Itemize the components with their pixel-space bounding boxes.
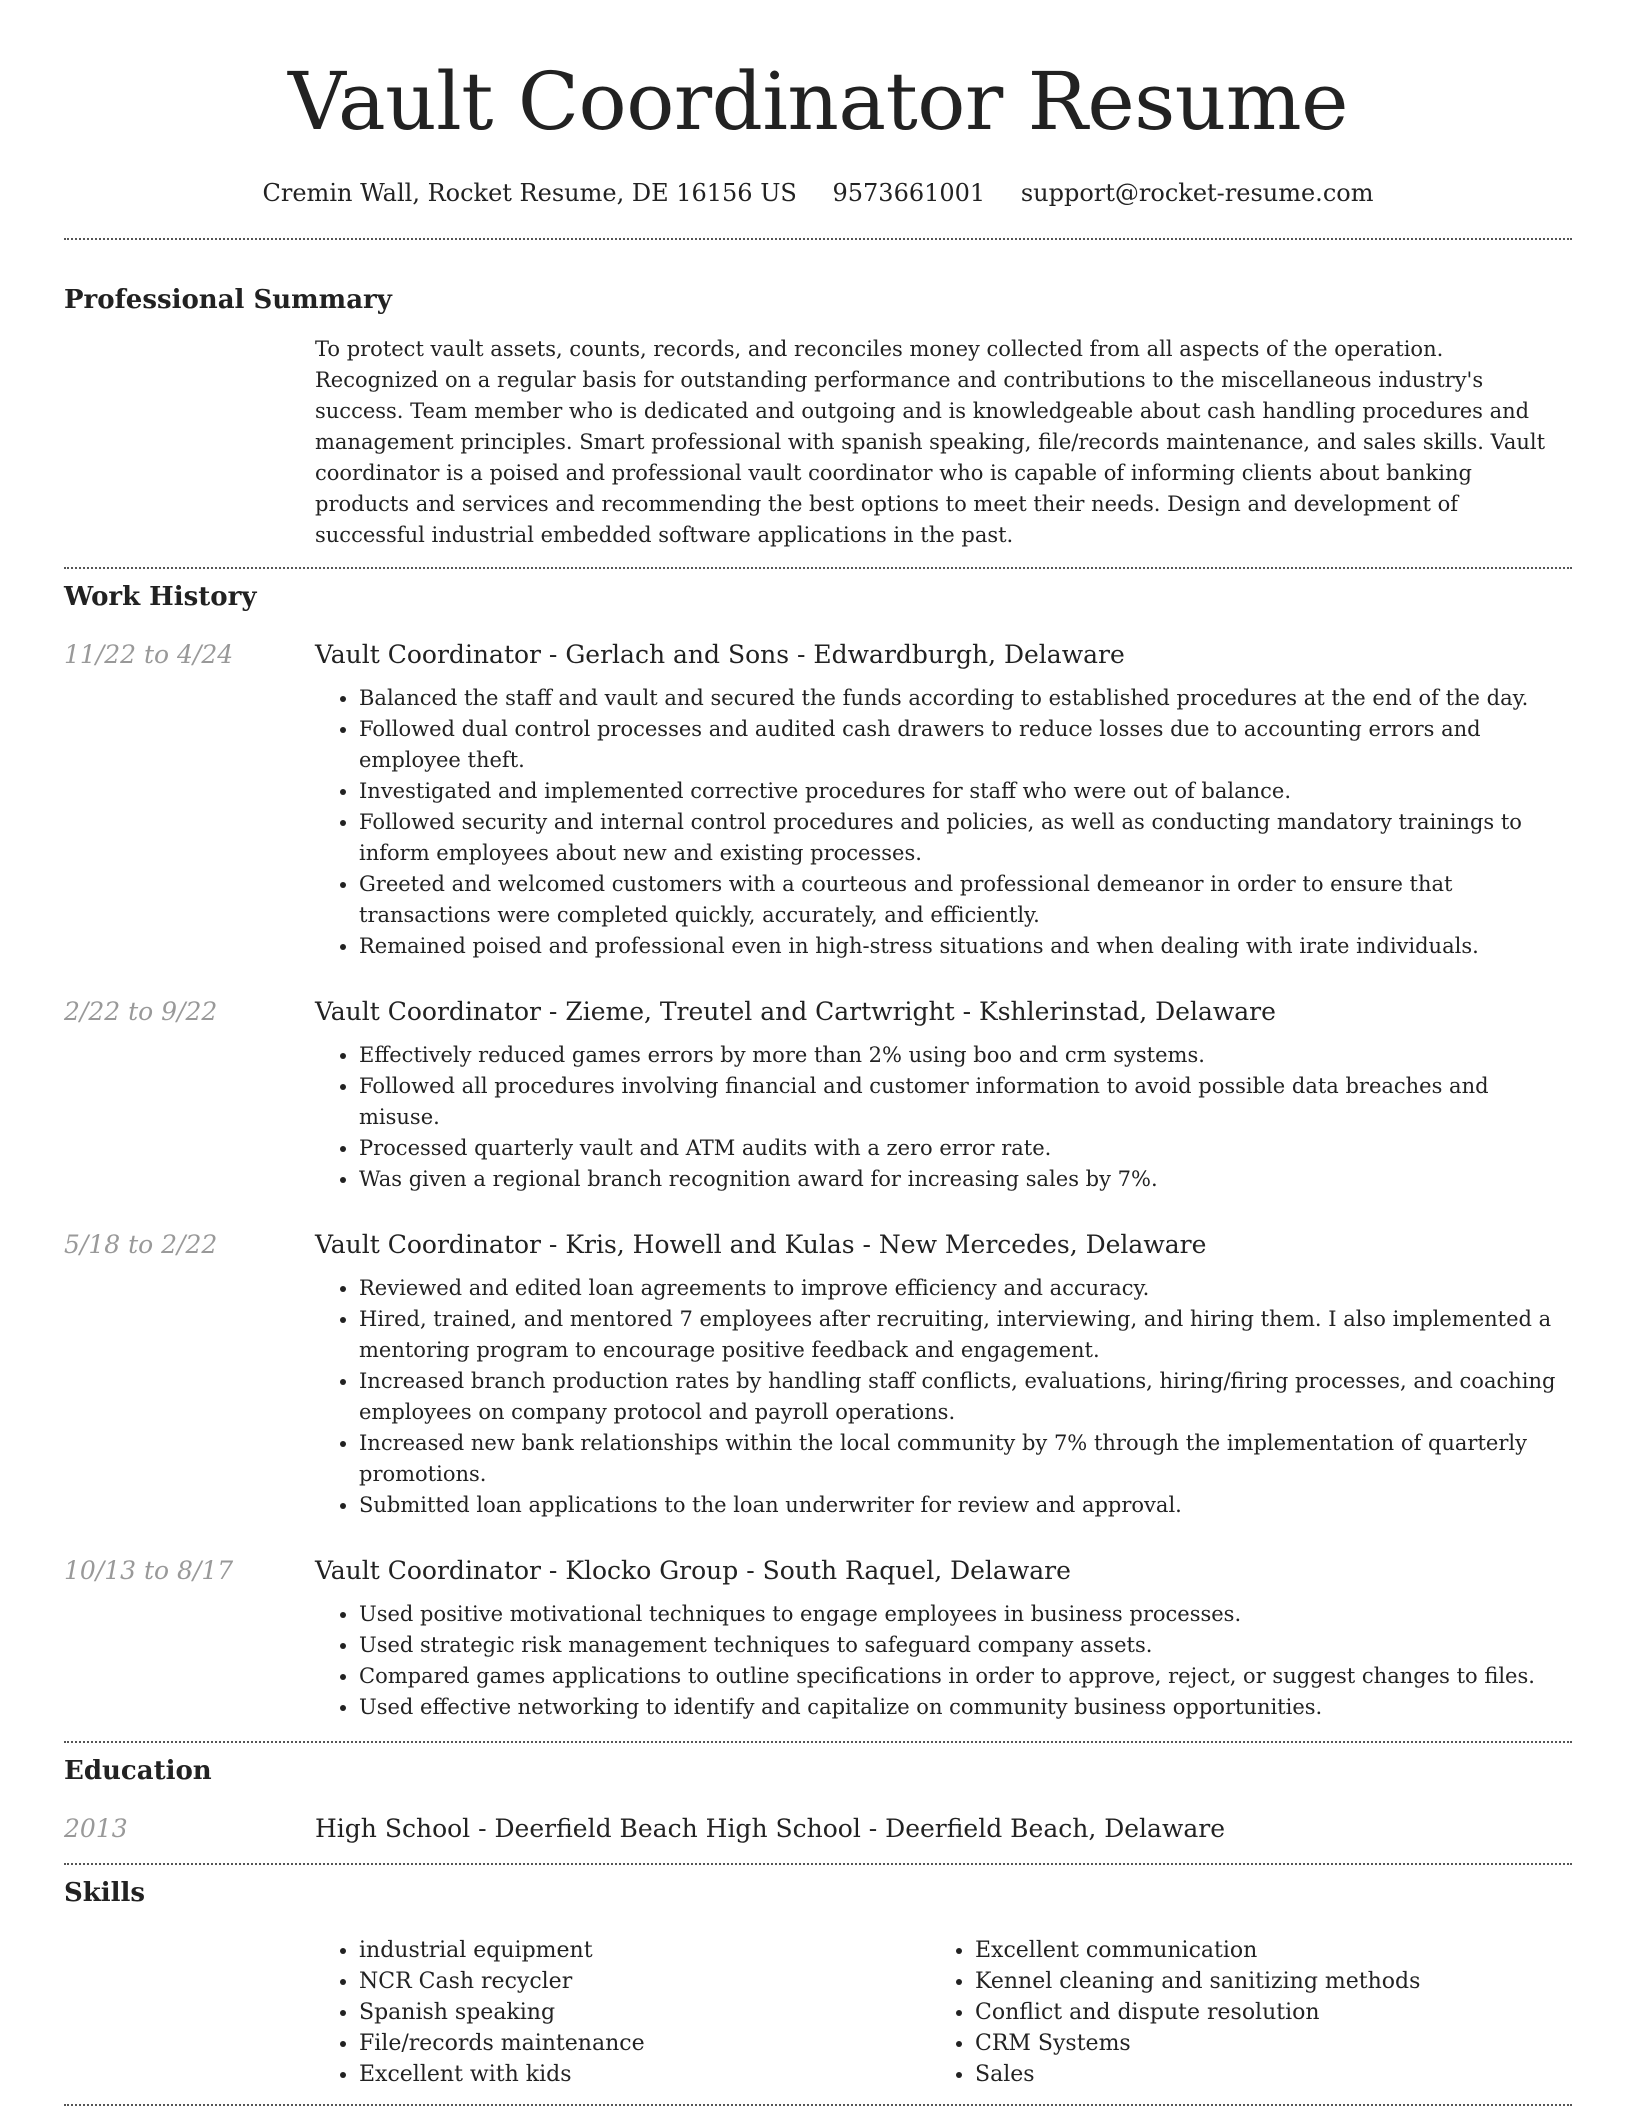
resume-page	[64, 0, 1572, 2106]
list-item: • Processed quarterly vault and ATM audits with a zero error rate.	[359, 1133, 1572, 1164]
job-entry	[64, 639, 1572, 962]
list-item: • Balanced the staff and vault and secured the funds according to established procedures at the end of the day.	[359, 683, 1572, 714]
list-item: • Increased branch production rates by handling staff conflicts, evaluations, hiring/firing processes, and coaching employees on company protocol and payroll operations.	[359, 1366, 1572, 1428]
list-item: • Remained poised and professional even in high-stress situations and when dealing with irate individuals.	[359, 931, 1572, 962]
summary-divider	[64, 567, 1572, 569]
list-item: • Submitted loan applications to the loan underwriter for review and approval.	[359, 1490, 1572, 1521]
education-section	[64, 1755, 1572, 1845]
list-item: • Followed all procedures involving financial and customer information to avoid possible data breaches and misuse.	[359, 1071, 1572, 1133]
job-title: Vault Coordinator - Zieme, Treutel and Cartwright - Kshlerinstad, Delaware	[315, 997, 1276, 1026]
education-year: 2013	[64, 1814, 128, 1843]
contact-phone: 9573661001	[832, 179, 986, 207]
skills-column-left	[315, 1935, 931, 2090]
list-item: • Followed security and internal control procedures and policies, as well as conducting mandatory trainings to inform employees about new and existing processes.	[359, 807, 1572, 869]
job-title: Vault Coordinator - Kris, Howell and Kulas - New Mercedes, Delaware	[315, 1230, 1207, 1259]
skills-section	[64, 1877, 1572, 2090]
list-item: • Hired, trained, and mentored 7 employees after recruiting, interviewing, and hiring them. I also implemented a mentoring program to encourage positive feedback and engagement.	[359, 1304, 1572, 1366]
list-item: • Excellent communication	[975, 1935, 1547, 1966]
job-bullets	[315, 1040, 1572, 1195]
job-entry	[64, 996, 1572, 1195]
list-item: • Excellent with kids	[359, 2059, 931, 2090]
list-item: • Used effective networking to identify and capitalize on community business opportunities.	[359, 1692, 1572, 1723]
resume-title: Vault Coordinator Resume	[288, 55, 1348, 148]
job-bullets	[315, 1273, 1572, 1521]
list-item: • Reviewed and edited loan agreements to improve efficiency and accuracy.	[359, 1273, 1572, 1304]
list-item: • Conflict and dispute resolution	[975, 1997, 1547, 2028]
summary-section	[64, 284, 1572, 551]
list-item: • Used strategic risk management techniques to safeguard company assets.	[359, 1630, 1572, 1661]
list-item: • Increased new bank relationships within the local community by 7% through the implementation of quarterly promotions.	[359, 1428, 1572, 1490]
list-item: • industrial equipment	[359, 1935, 931, 1966]
work-divider	[64, 1741, 1572, 1743]
contact-line	[64, 178, 1572, 208]
skills-column-right	[931, 1935, 1547, 2090]
job-entry	[64, 1555, 1572, 1723]
skills-heading: Skills	[64, 1878, 146, 1908]
list-item: • Effectively reduced games errors by more than 2% using boo and crm systems.	[359, 1040, 1572, 1071]
job-dates: 11/22 to 4/24	[64, 640, 234, 669]
list-item: • Sales	[975, 2059, 1547, 2090]
contact-address: Cremin Wall, Rocket Resume, DE 16156 US	[262, 179, 797, 207]
summary-heading: Professional Summary	[64, 285, 392, 315]
summary-text: To protect vault assets, counts, records, and reconciles money collected from all aspects of the operation. Recognized on a regular basis for outstanding performance and contributions to the miscellaneous industry's success. Team member who is dedicated and outgoing and is knowledgeable about cash handling procedures and management principles. Smart professional with spanish speaking, file/records maintenance, and sales skills. Vault coordinator is a poised and professional vault coordinator who is capable of informing clients about banking products and services and recommending the best options to meet their needs. Design and development of successful industrial embedded software applications in the past.	[315, 337, 1546, 547]
job-dates: 10/13 to 8/17	[64, 1556, 234, 1585]
job-dates: 2/22 to 9/22	[64, 997, 218, 1026]
education-heading: Education	[64, 1756, 212, 1786]
header-divider	[64, 238, 1572, 240]
contact-email: support@rocket-resume.com	[1020, 179, 1374, 207]
job-dates: 5/18 to 2/22	[64, 1230, 218, 1259]
job-bullets	[315, 1599, 1572, 1723]
education-divider	[64, 1863, 1572, 1865]
job-title: Vault Coordinator - Gerlach and Sons - Edwardburgh, Delaware	[315, 640, 1125, 669]
list-item: • NCR Cash recycler	[359, 1966, 931, 1997]
list-item: • Investigated and implemented corrective procedures for staff who were out of balance.	[359, 776, 1572, 807]
list-item: • Greeted and welcomed customers with a courteous and professional demeanor in order to ensure that transactions were completed quickly, accurately, and efficiently.	[359, 869, 1572, 931]
job-entry	[64, 1229, 1572, 1521]
work-history-section	[64, 581, 1572, 1723]
job-title: Vault Coordinator - Klocko Group - South Raquel, Delaware	[315, 1556, 1071, 1585]
list-item: • CRM Systems	[975, 2028, 1547, 2059]
list-item: • File/records maintenance	[359, 2028, 931, 2059]
list-item: • Compared games applications to outline specifications in order to approve, reject, or suggest changes to files.	[359, 1661, 1572, 1692]
list-item: • Kennel cleaning and sanitizing methods	[975, 1966, 1547, 1997]
list-item: • Followed dual control processes and audited cash drawers to reduce losses due to accounting errors and employee theft.	[359, 714, 1572, 776]
job-bullets	[315, 683, 1572, 962]
skills-divider	[64, 2104, 1572, 2106]
work-history-heading: Work History	[64, 582, 257, 612]
list-item: • Spanish speaking	[359, 1997, 931, 2028]
list-item: • Used positive motivational techniques to engage employees in business processes.	[359, 1599, 1572, 1630]
education-entry: High School - Deerfield Beach High School - Deerfield Beach, Delaware	[315, 1814, 1226, 1843]
list-item: • Was given a regional branch recognition award for increasing sales by 7%.	[359, 1164, 1572, 1195]
